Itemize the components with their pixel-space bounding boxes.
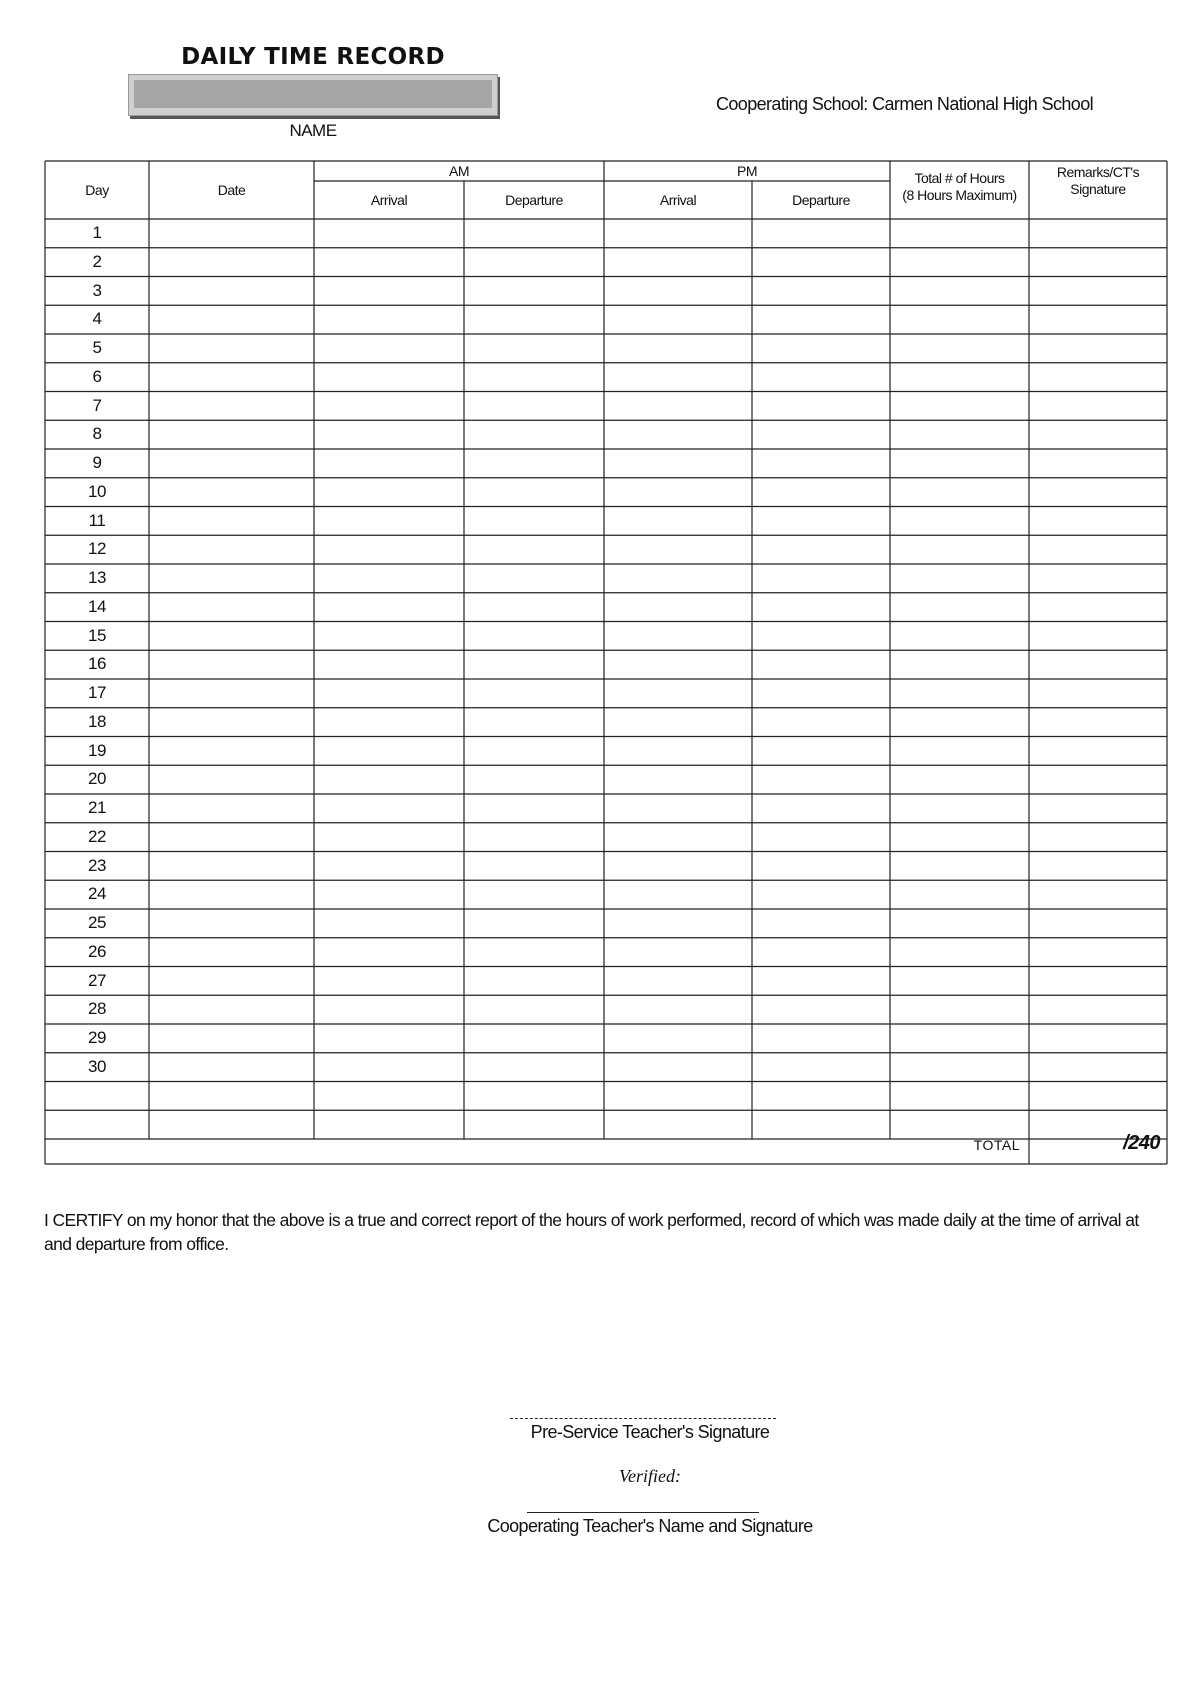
header-pm-departure: Departure <box>792 191 850 208</box>
header-pm: PM <box>737 162 757 179</box>
day-number: 10 <box>88 481 106 501</box>
day-number: 15 <box>88 625 106 645</box>
total-label: TOTAL <box>973 1137 1020 1153</box>
header-total-hours-line1: Total # of Hours <box>914 170 1005 186</box>
day-number: 4 <box>92 309 102 329</box>
day-number: 24 <box>88 884 106 904</box>
name-field[interactable] <box>128 74 498 116</box>
day-number: 19 <box>88 740 106 760</box>
cooperating-signature-line[interactable] <box>527 1512 759 1513</box>
day-number: 9 <box>92 453 102 472</box>
day-number: 5 <box>92 338 102 357</box>
day-number: 21 <box>88 798 106 817</box>
day-number: 17 <box>88 683 106 702</box>
day-number: 20 <box>88 769 106 789</box>
day-number: 29 <box>88 1028 106 1047</box>
day-number: 12 <box>88 539 106 559</box>
header-remarks <box>1029 164 1167 222</box>
cooperating-school: Cooperating School: Carmen National High School <box>716 94 1094 114</box>
header-remarks-line1: Remarks/CT's <box>1056 164 1140 180</box>
cooperating-signature-label: Cooperating Teacher's Name and Signature <box>487 1516 813 1536</box>
day-number: 27 <box>88 970 106 990</box>
header-pm-arrival: Arrival <box>659 191 697 208</box>
header-day: Day <box>85 181 109 198</box>
day-number: 18 <box>88 711 106 731</box>
header-remarks-line2: Signature <box>1070 180 1126 197</box>
day-number: 3 <box>92 280 102 300</box>
header-total-hours-line2: (8 Hours Maximum) <box>902 186 1017 203</box>
header-am-departure: Departure <box>505 191 563 208</box>
pre-service-signature-line[interactable] <box>510 1418 776 1419</box>
pre-service-signature-label: Pre-Service Teacher's Signature <box>530 1422 770 1442</box>
header-date: Date <box>217 181 246 198</box>
day-number: 2 <box>92 251 102 271</box>
day-number: 16 <box>88 654 106 674</box>
day-number: 30 <box>88 1056 106 1076</box>
day-number: 13 <box>88 568 106 587</box>
day-number: 14 <box>88 596 106 616</box>
day-number: 11 <box>88 510 106 530</box>
header-total-hours <box>890 170 1029 228</box>
day-number: 8 <box>92 424 102 444</box>
day-number: 26 <box>88 941 106 961</box>
total-value: /240 <box>1123 1132 1160 1154</box>
day-number: 28 <box>88 999 106 1019</box>
header-am: AM <box>449 162 469 179</box>
day-number: 22 <box>88 826 106 846</box>
day-number: 1 <box>92 223 102 242</box>
day-number: 7 <box>92 395 102 415</box>
day-number: 23 <box>88 855 106 875</box>
day-number: 6 <box>92 366 102 386</box>
header-am-arrival: Arrival <box>370 191 408 208</box>
name-label: NAME <box>289 121 337 140</box>
certification-statement: I CERTIFY on my honor that the above is a true and correct report of the hours of work performed, record of which was made daily at the time of arrival at and departure from office. <box>44 1210 1139 1254</box>
verified-label: Verified: <box>619 1466 681 1486</box>
page-title: DAILY TIME RECORD <box>181 44 445 70</box>
name-field-fill <box>134 80 492 108</box>
day-number: 25 <box>88 913 106 932</box>
